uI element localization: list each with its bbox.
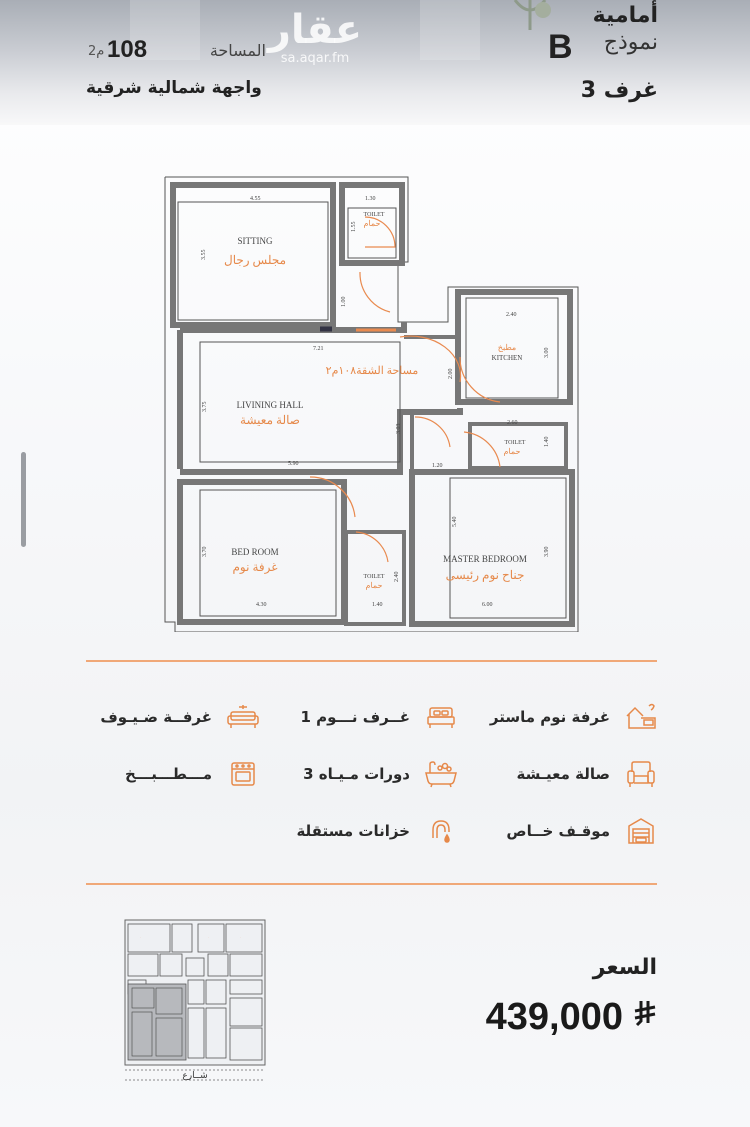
area-value: 108 <box>107 36 148 63</box>
rooms-count: 3 غرف <box>580 78 658 103</box>
svg-text:·: · <box>208 935 209 939</box>
dim-bed-height: 3.70 <box>202 546 208 557</box>
dim-kitchen-width: 2.40 <box>506 312 517 318</box>
watermark <box>255 8 375 66</box>
dim-toilet3-width: 1.40 <box>372 602 383 608</box>
feature-water-tanks <box>296 816 458 846</box>
label-toilet1-ar: حمام <box>363 219 381 228</box>
label-sitting-ar: مجلس رجال <box>223 253 287 267</box>
label-bed-en: BED ROOM <box>231 547 279 557</box>
dim-toilet3-height: 2.40 <box>394 571 400 582</box>
feature-label: 3 دورات مـيـاه <box>303 765 410 783</box>
divider-bottom <box>86 883 657 885</box>
label-bed-ar: غرفة نوم <box>232 560 278 574</box>
feature-master-bedroom <box>490 702 658 732</box>
sofa-icon <box>226 702 260 732</box>
plan-doors <box>310 217 500 562</box>
dim-master-width: 6.00 <box>482 602 493 608</box>
price-value: 439,000 <box>485 996 623 1038</box>
feature-label: خزانات مستقلة <box>296 822 410 840</box>
label-master-en: MASTER BEDROOM <box>443 554 527 564</box>
svg-text:·: · <box>240 935 241 939</box>
facing-label: أمامية <box>592 3 658 28</box>
garage-icon <box>624 816 658 846</box>
dim-hall-height: 3.75 <box>202 401 208 412</box>
label-toilet1-en: TOILET <box>363 212 385 218</box>
feature-living-room <box>517 759 658 789</box>
dim-bed-width: 4.30 <box>256 602 267 608</box>
oven-icon <box>226 759 260 789</box>
feature-label: غرفة نوم ماستر <box>489 708 610 726</box>
feature-label: صالة معيـشة <box>516 765 610 783</box>
dim-mid-height: 3.03 <box>396 423 402 434</box>
label-kitchen-ar: مطبخ <box>497 343 517 352</box>
dim-master-height: 5.40 <box>452 516 458 527</box>
price <box>486 996 657 1039</box>
label-toilet2-ar: حمام <box>503 447 521 456</box>
feature-label: غرفــة ضـيـوف <box>100 708 212 726</box>
watermark-logo: عقار <box>267 7 363 53</box>
dim-bottom-mid: 1.20 <box>432 463 443 469</box>
label-toilet2-en: TOILET <box>504 440 526 446</box>
label-kitchen-en: KITCHEN <box>491 354 523 362</box>
scrollbar-thumb[interactable] <box>21 452 26 547</box>
feature-guest-room <box>100 702 260 732</box>
highlighted-unit <box>128 984 186 1060</box>
bathtub-icon <box>424 759 458 789</box>
floor-plan <box>160 172 580 632</box>
area-label: المساحة <box>209 41 266 60</box>
svg-text:·: · <box>140 935 141 939</box>
feature-bedrooms <box>300 702 458 732</box>
dim-toilet2-height: 1.40 <box>544 436 550 447</box>
site-plan <box>120 918 270 1083</box>
dim-toilet2-width: 2.60 <box>507 420 518 426</box>
feature-private-parking <box>506 816 658 846</box>
label-master-ar: جناح نوم رئيسى <box>445 568 525 582</box>
riyal-icon <box>633 996 657 1039</box>
feature-label: موقـف خــاص <box>506 822 610 840</box>
feature-label: 1 غــرف نـــوم <box>300 708 410 726</box>
dim-hall-width2: 5.90 <box>288 461 299 467</box>
label-sitting-en: SITTING <box>237 236 273 246</box>
dim-sitting-width: 4.55 <box>250 196 261 202</box>
label-apartment-area: مساحة الشقة١٠٨م٢ <box>325 365 419 377</box>
dim-master-height2: 3.90 <box>544 546 550 557</box>
watermark-url: sa.aqar.fm <box>280 51 350 66</box>
model-letter: B <box>548 28 573 66</box>
feature-bathrooms <box>303 759 458 789</box>
area-row <box>86 35 266 65</box>
label-living-ar: صالة معيشة <box>240 413 300 427</box>
dim-toilet1-width: 1.30 <box>365 196 376 202</box>
label-living-en: LIVINING HALL <box>236 400 304 410</box>
water-tank-icon <box>424 816 458 846</box>
background-window <box>420 0 480 60</box>
armchair-icon <box>624 759 658 789</box>
feature-label: مـــطـــبـــخ <box>125 765 212 783</box>
street-label: شــارع <box>182 1071 208 1081</box>
dim-hall-width: 7.21 <box>313 346 324 352</box>
dim-kitchen-height: 3.00 <box>544 347 550 358</box>
area-unit: 2م <box>88 44 105 59</box>
price-label: السعر <box>592 955 657 980</box>
dim-corridor-height: 2.00 <box>448 368 454 379</box>
dim-toilet1-height: 1.55 <box>351 221 357 232</box>
feature-kitchen <box>125 759 260 789</box>
master-bedroom-icon <box>624 702 658 732</box>
label-toilet3-ar: حمام <box>365 581 383 590</box>
facade-direction: واجهة شمالية شرقية <box>86 78 262 98</box>
dim-lobby-height: 1.00 <box>341 296 347 307</box>
model-label: نموذج <box>603 30 658 55</box>
dim-sitting-height: 3.55 <box>201 249 207 260</box>
divider-top <box>86 660 657 662</box>
bed-icon <box>424 702 458 732</box>
label-toilet3-en: TOILET <box>363 574 385 580</box>
